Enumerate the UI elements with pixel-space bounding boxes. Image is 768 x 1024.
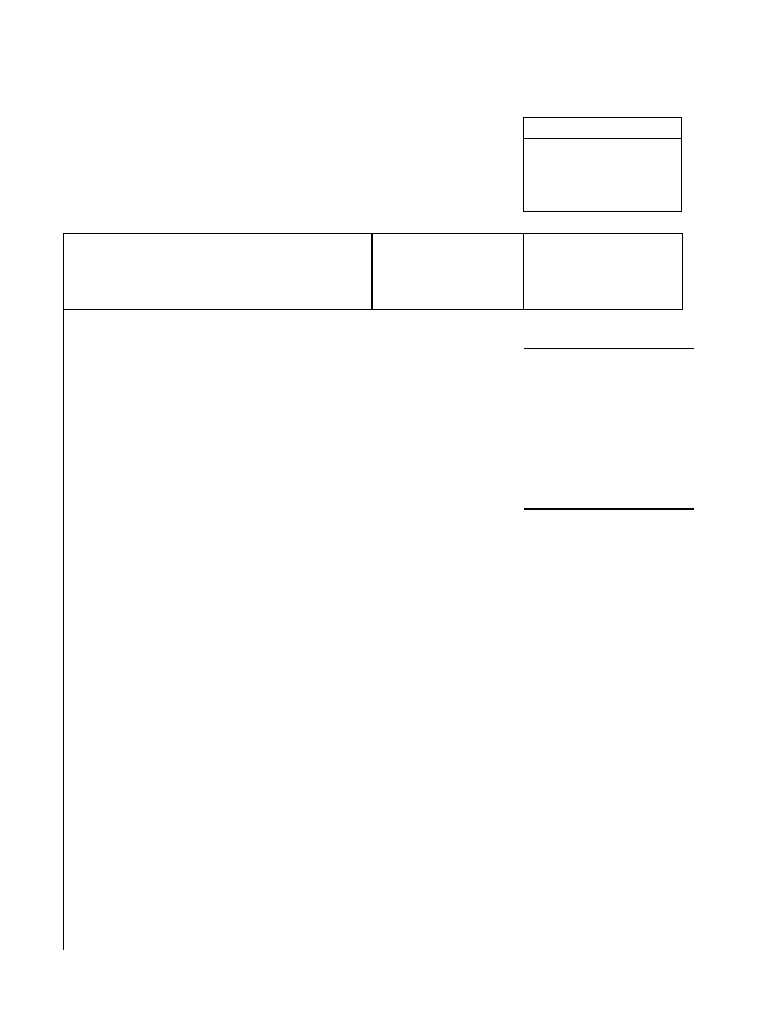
section-header[interactable] [523, 233, 683, 310]
score-block-top-border [524, 348, 694, 349]
table-left-border [63, 233, 64, 950]
region-value-cell[interactable] [523, 117, 682, 139]
score-block-bottom-border [524, 508, 694, 510]
school-name-cell[interactable] [523, 139, 682, 212]
year-section-header [371, 233, 524, 310]
learners-name-header [63, 233, 373, 310]
